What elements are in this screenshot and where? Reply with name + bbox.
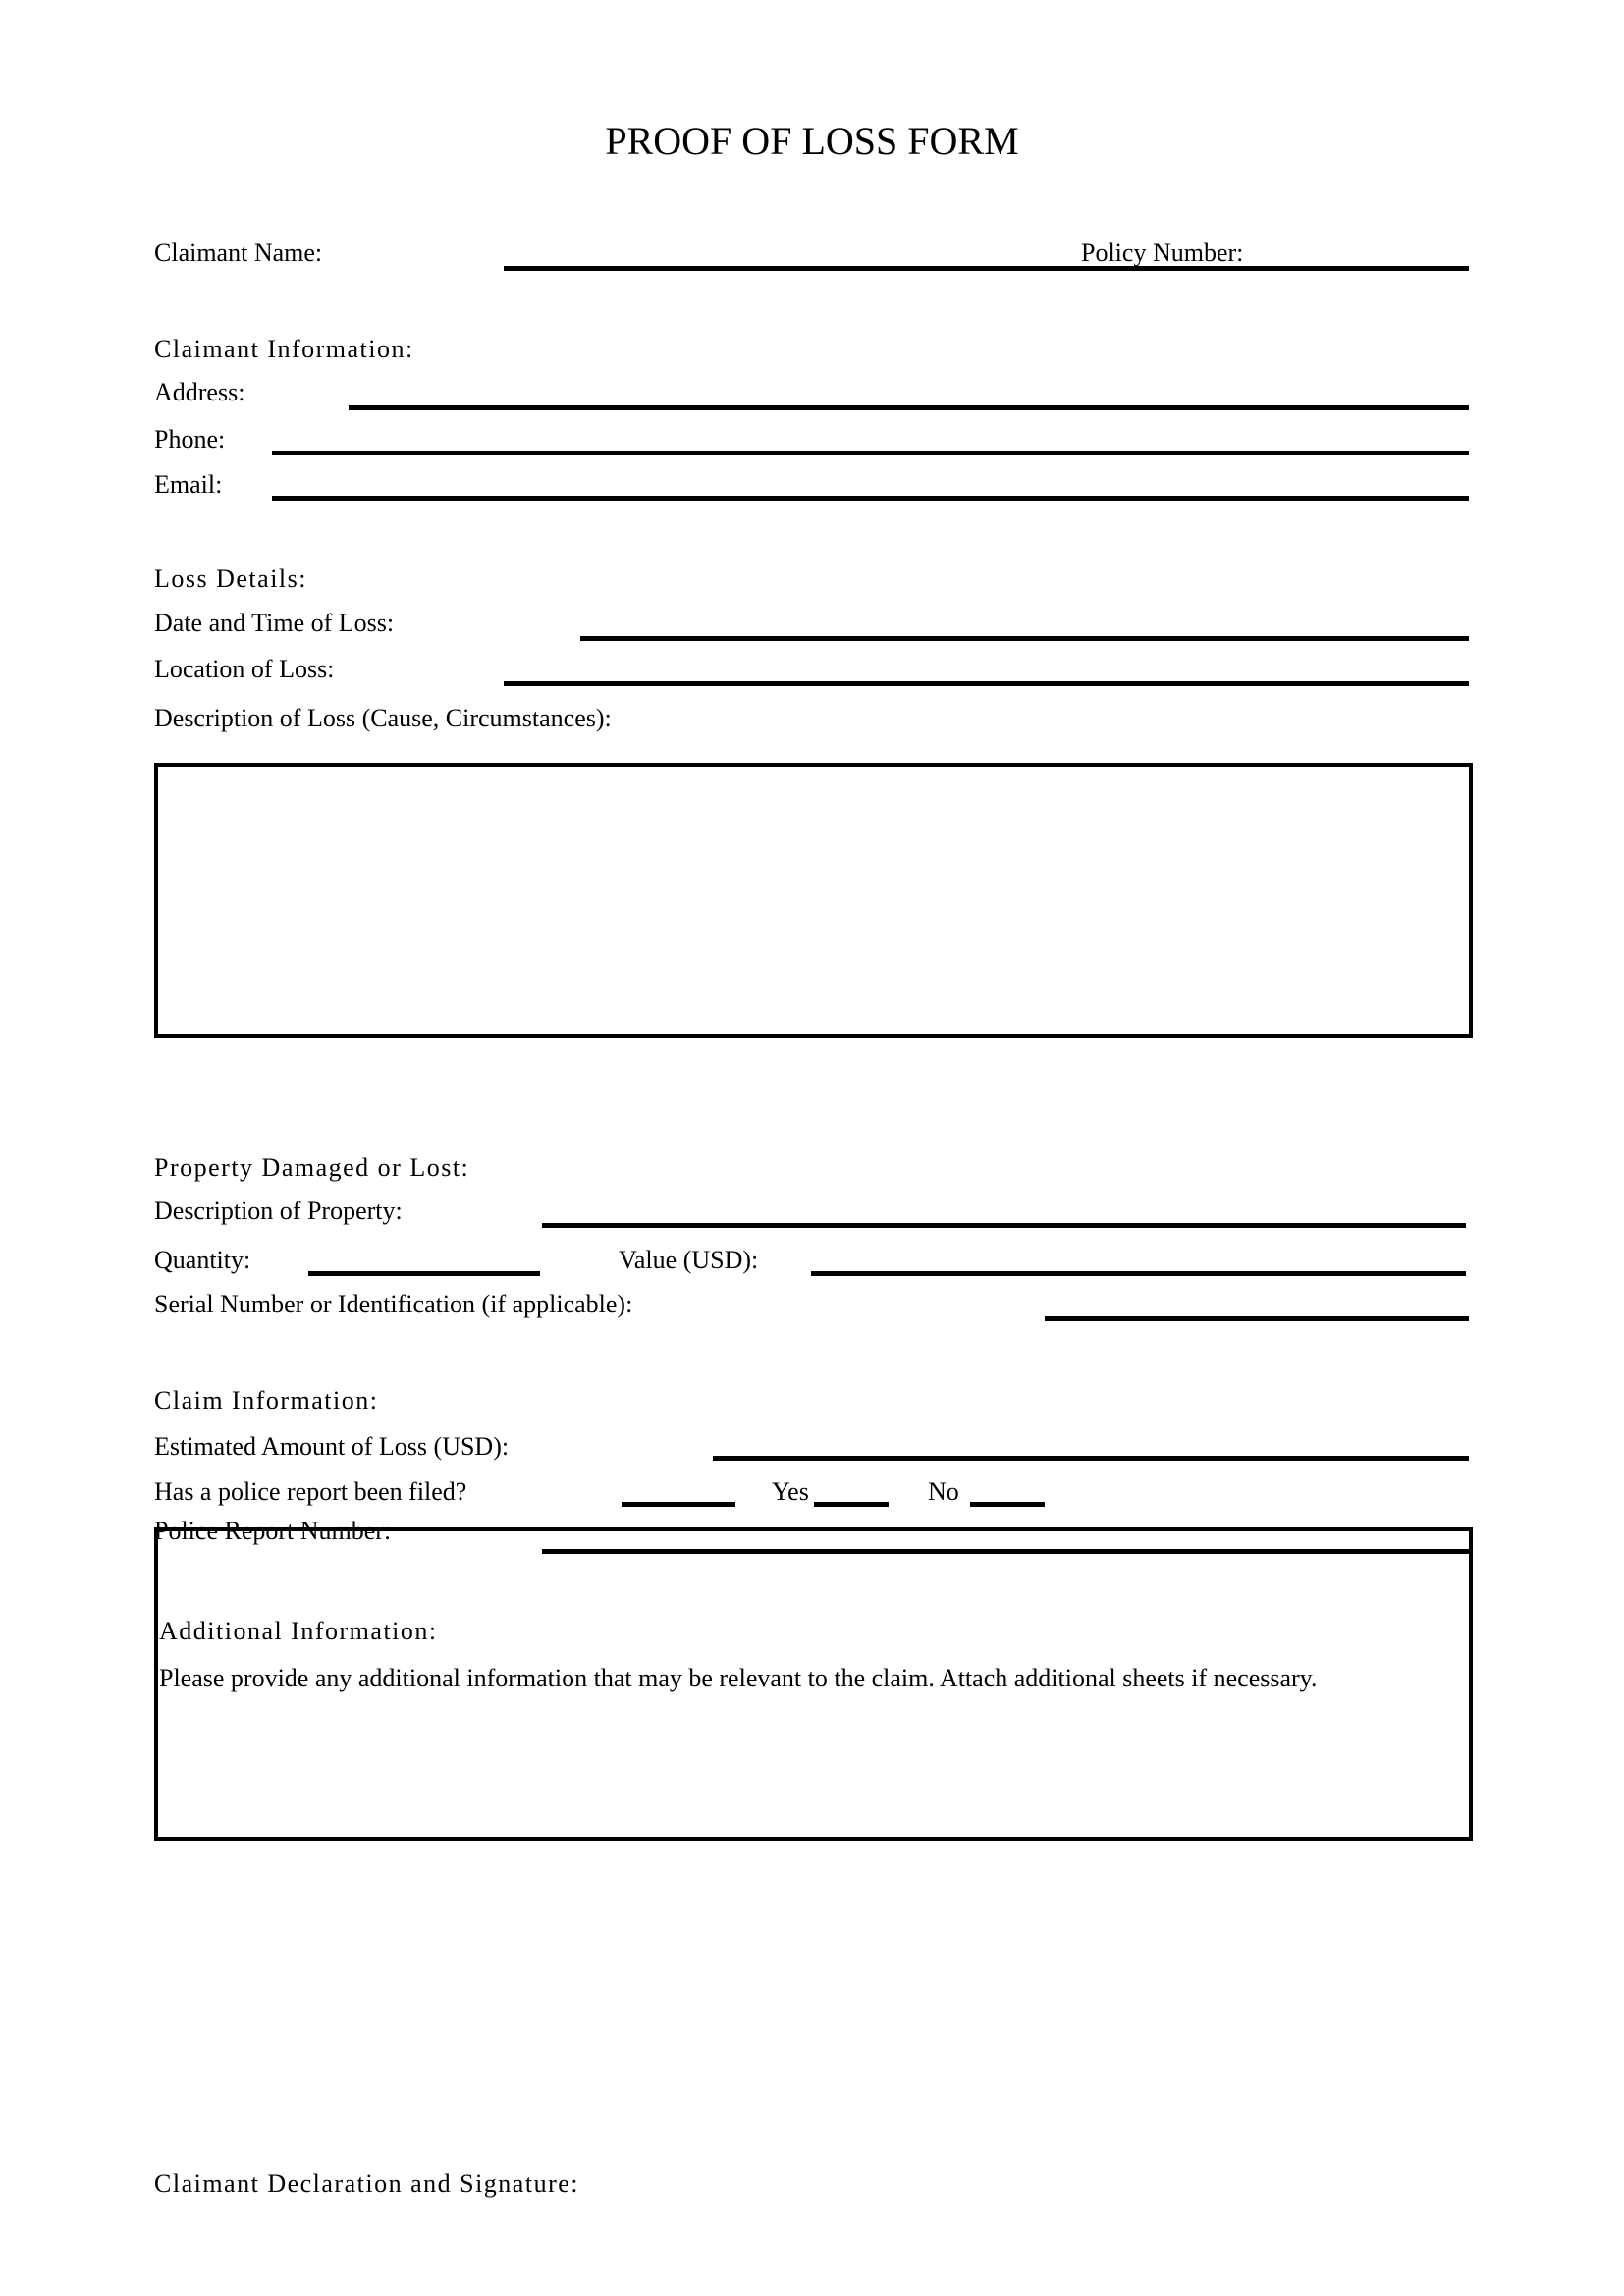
quantity-label: Quantity: xyxy=(154,1246,251,1274)
description-of-loss-label: Description of Loss (Cause, Circumstances): xyxy=(154,704,612,732)
property-damaged-heading: Property Damaged or Lost: xyxy=(154,1153,470,1182)
address-field-line[interactable] xyxy=(349,405,1469,410)
email-label: Email: xyxy=(154,470,223,499)
page-title: PROOF OF LOSS FORM xyxy=(605,119,1019,163)
property-description-field-line[interactable] xyxy=(542,1223,1466,1228)
no-label: No xyxy=(928,1477,959,1506)
estimated-amount-label: Estimated Amount of Loss (USD): xyxy=(154,1432,510,1461)
policy-number-label: Policy Number: xyxy=(1081,239,1244,267)
loss-description-box[interactable] xyxy=(154,763,1473,1038)
claimant-name-label: Claimant Name: xyxy=(154,239,323,267)
police-report-number-label: Police Report Number: xyxy=(154,1517,392,1545)
yes-checkbox-line[interactable] xyxy=(814,1502,889,1507)
additional-information-note: Please provide any additional information that may be relevant to the claim. Attach additional sheets if necessary. xyxy=(159,1664,1318,1692)
estimated-amount-field-line[interactable] xyxy=(713,1456,1469,1461)
address-label: Address: xyxy=(154,378,245,406)
claim-information-heading: Claim Information: xyxy=(154,1386,379,1415)
description-of-property-label: Description of Property: xyxy=(154,1197,403,1225)
location-of-loss-label: Location of Loss: xyxy=(154,655,335,683)
claimant-declaration-heading: Claimant Declaration and Signature: xyxy=(154,2169,579,2198)
police-report-answer-line[interactable] xyxy=(622,1502,735,1507)
email-field-line[interactable] xyxy=(272,496,1469,501)
value-usd-label: Value (USD): xyxy=(619,1246,759,1274)
police-report-question-label: Has a police report been filed? xyxy=(154,1477,467,1506)
quantity-field-line[interactable] xyxy=(308,1271,540,1276)
phone-label: Phone: xyxy=(154,425,226,454)
loss-details-heading: Loss Details: xyxy=(154,564,307,593)
serial-number-field-line[interactable] xyxy=(1045,1316,1469,1321)
phone-field-line[interactable] xyxy=(272,451,1469,455)
date-time-field-line[interactable] xyxy=(580,636,1469,641)
location-field-line[interactable] xyxy=(504,681,1469,686)
value-field-line[interactable] xyxy=(811,1271,1466,1276)
additional-information-heading: Additional Information: xyxy=(159,1617,438,1645)
claimant-information-heading: Claimant Information: xyxy=(154,335,414,363)
claimant-name-field-line[interactable] xyxy=(504,266,1469,271)
serial-number-label: Serial Number or Identification (if applicable): xyxy=(154,1290,633,1318)
police-report-number-field-line[interactable] xyxy=(542,1549,1471,1554)
no-checkbox-line[interactable] xyxy=(970,1502,1045,1507)
date-time-of-loss-label: Date and Time of Loss: xyxy=(154,609,395,637)
yes-label: Yes xyxy=(772,1477,809,1506)
